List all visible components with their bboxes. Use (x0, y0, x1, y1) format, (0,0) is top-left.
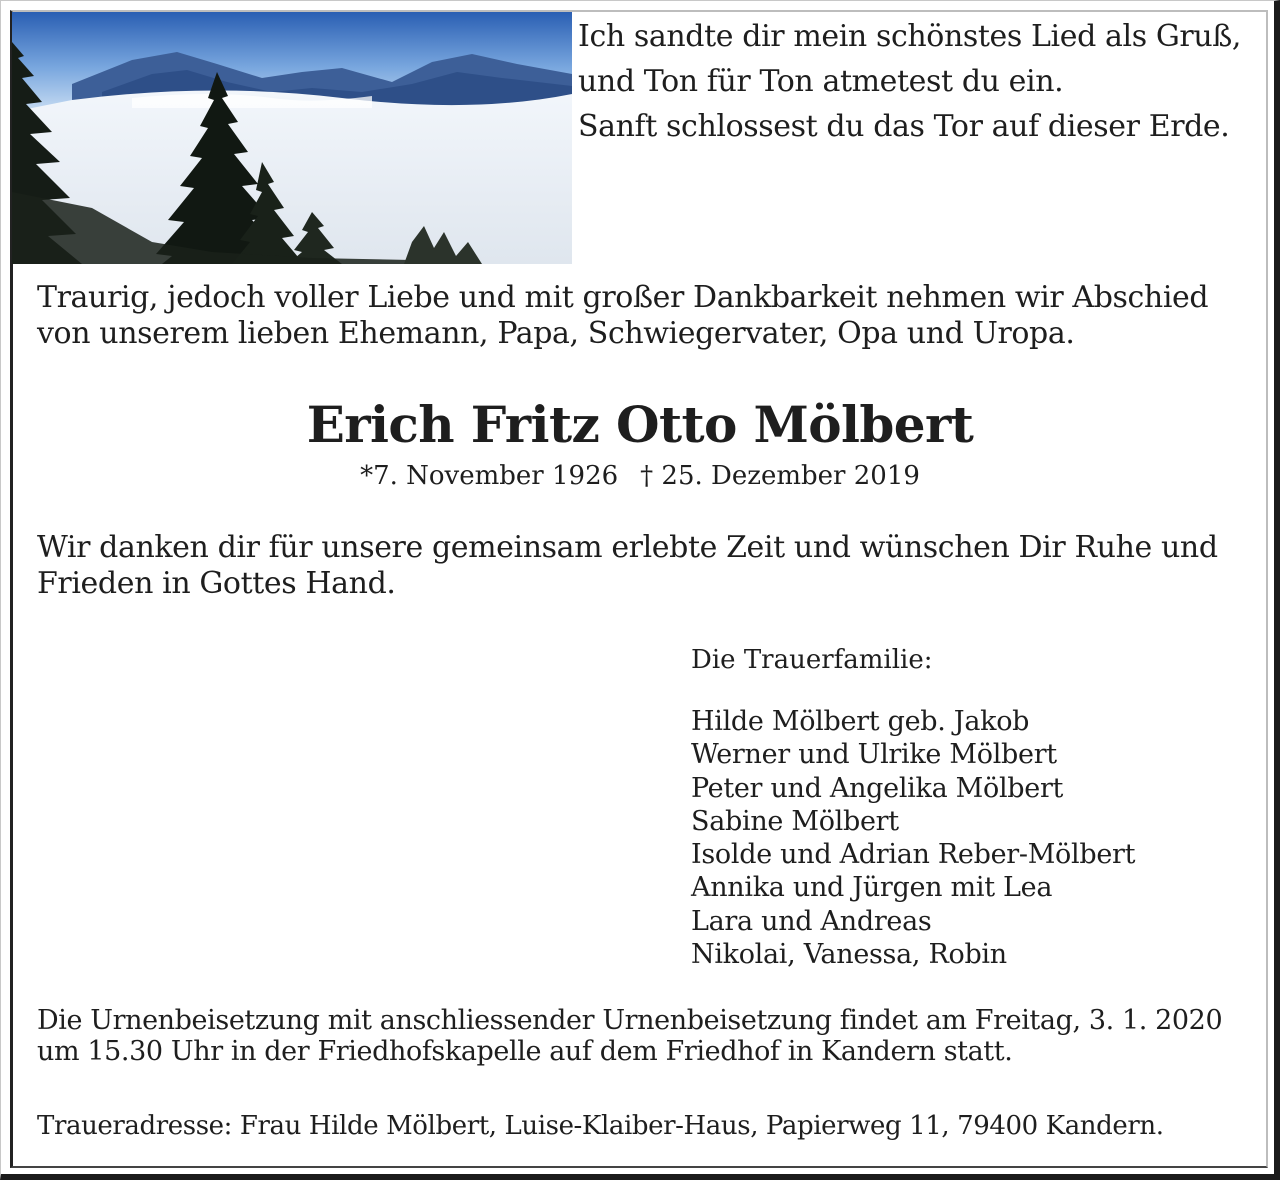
family-member: Lara und Andreas (691, 905, 932, 937)
mourning-address: Traueradresse: Frau Hilde Mölbert, Luise-Klaiber-Haus, Papierweg 11, 79400 Kandern. (37, 1111, 1164, 1141)
thanks-line: Frieden in Gottes Hand. (37, 566, 396, 601)
family-member: Sabine Mölbert (691, 805, 899, 837)
landscape-icon (12, 12, 572, 264)
family-member: Werner und Ulrike Mölbert (691, 739, 1057, 771)
deceased-name: Erich Fritz Otto Mölbert (306, 395, 974, 454)
intro-line: von unserem lieben Ehemann, Papa, Schwiegervater, Opa und Uropa. (37, 316, 1075, 351)
family-member: Hilde Mölbert geb. Jakob (691, 706, 1030, 737)
family-member: Isolde und Adrian Reber-Mölbert (691, 839, 1136, 871)
thanks-paragraph (37, 530, 1257, 602)
poem (578, 14, 1268, 149)
poem-line: Ich sandte dir mein schönstes Lied als Gruß, (578, 19, 1242, 54)
family-member: Annika und Jürgen mit Lea (691, 872, 1053, 904)
thanks-line: Wir danken dir für unsere gemeinsam erlebte Zeit und wünschen Dir Ruhe und (37, 530, 1218, 565)
funeral-line: Die Urnenbeisetzung mit anschliessender Urnenbeisetzung findet am Freitag, 3. 1. 2020 (37, 1005, 1223, 1036)
mountain-landscape-photo (12, 12, 572, 264)
intro-paragraph (37, 280, 1257, 352)
funeral-line: um 15.30 Uhr in der Friedhofskapelle auf dem Friedhof in Kandern statt. (37, 1036, 1013, 1067)
intro-line: Traurig, jedoch voller Liebe und mit großer Dankbarkeit nehmen wir Abschied (37, 280, 1209, 315)
birth-date: *7. November 1926 (360, 461, 619, 491)
family-title: Die Trauerfamilie: (691, 645, 933, 675)
poem-line: und Ton für Ton atmetest du ein. (578, 64, 1064, 99)
poem-line: Sanft schlossest du das Tor auf dieser Erde. (578, 109, 1230, 144)
life-dates (0, 458, 1280, 494)
funeral-info (37, 1005, 1257, 1067)
family-member: Nikolai, Vanessa, Robin (691, 939, 1007, 971)
death-date: † 25. Dezember 2019 (640, 461, 920, 491)
family-member: Peter und Angelika Mölbert (691, 772, 1064, 804)
family-list (691, 705, 1135, 971)
